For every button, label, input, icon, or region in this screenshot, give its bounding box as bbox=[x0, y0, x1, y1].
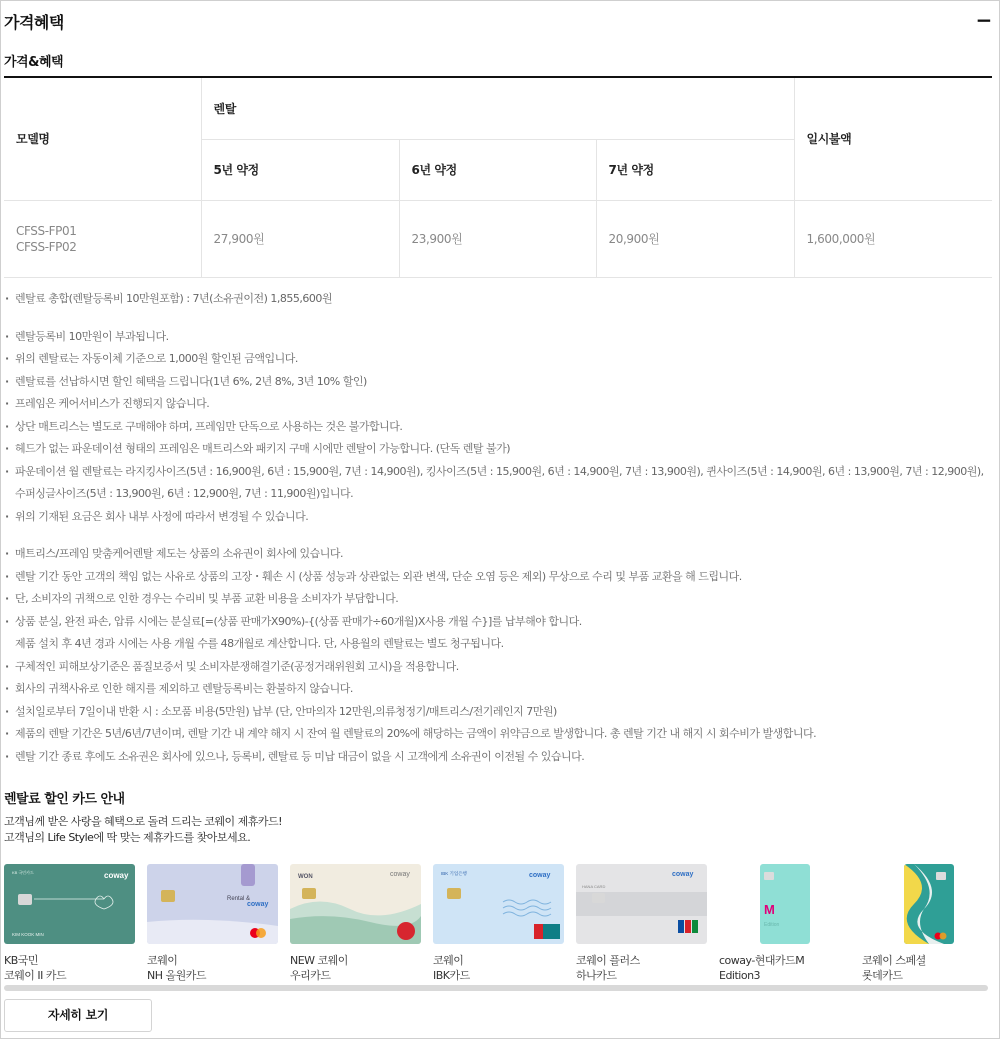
card-name-line: Edition3 bbox=[719, 969, 761, 982]
lumpsum-header: 일시불액 bbox=[794, 78, 992, 200]
note-item: · 단, 소비자의 귀책으로 인한 경우는 수리비 및 부품 교환 비용을 소비자가 부담합니다. bbox=[4, 588, 994, 611]
note-item-continued: 제품 설치 후 4년 경과 시에는 사용 개월 수를 48개월로 계산합니다. 단, 사용월의 렌탈료는 별도 청구됩니다. bbox=[15, 637, 504, 650]
card-name-line: 우리카드 bbox=[290, 969, 331, 982]
note-item: · 매트리스/프레임 맞춤케어렌탈 제도는 상품의 소유권이 회사에 있습니다. bbox=[4, 543, 994, 566]
note-item: · 설치일로부터 7일이내 반환 시 : 소모품 비용(5만원) 납부 (단, 안마의자 12만원,의류청정기/매트리스/전기레인지 7만원) bbox=[4, 701, 994, 724]
svg-text:coway: coway bbox=[247, 901, 269, 908]
card-name-line: 코웨이 II 카드 bbox=[4, 969, 67, 982]
model-name: CFSS-FP01 bbox=[16, 223, 77, 238]
description-line: 고객님의 Life Style에 딱 맞는 제휴카드를 찾아보세요. bbox=[4, 831, 251, 844]
svg-text:WON: WON bbox=[298, 874, 313, 880]
note-item: · 구체적인 피해보상기준은 품질보증서 및 소비자분쟁해결기준(공정거래위원회 고시)을 적용합니다. bbox=[4, 656, 994, 679]
svg-text:IBK 기업은행: IBK 기업은행 bbox=[441, 871, 467, 876]
term-5-header: 5년 약정 bbox=[201, 139, 399, 200]
svg-text:KIM KOOK MIN: KIM KOOK MIN bbox=[12, 932, 44, 937]
notes-list bbox=[4, 288, 994, 768]
term-7-header: 7년 약정 bbox=[596, 139, 794, 200]
sub-title: 가격&혜택 bbox=[4, 55, 64, 70]
card-image[interactable] bbox=[433, 864, 564, 944]
note-item: · 상단 매트리스는 별도로 구매해야 하며, 프레임만 단독으로 사용하는 것은 불가합니다. bbox=[4, 416, 994, 439]
card-name[interactable] bbox=[719, 953, 804, 983]
price-6-cell: 23,900원 bbox=[399, 200, 596, 277]
price-5-cell: 27,900원 bbox=[201, 200, 399, 277]
card-name-line: NH 올원카드 bbox=[147, 969, 207, 982]
view-details-button[interactable]: 자세히 보기 bbox=[4, 999, 152, 1032]
note-item: · 렌탈 기간 종료 후에도 소유권은 회사에 있으나, 등록비, 렌탈료 등 미납 대금이 없을 시 고객에게 소유권이 이전될 수 있습니다. bbox=[4, 746, 994, 769]
card-name[interactable] bbox=[576, 953, 640, 983]
svg-text:coway: coway bbox=[672, 871, 694, 878]
note-item: · 상품 분실, 완전 파손, 압류 시에는 분실료[=(상품 판매가X90%)-{(상품 판매가÷60개월)X사용 개월 수}]를 납부해야 합니다. bbox=[4, 611, 994, 634]
note-item: · 렌탈료 총합(렌탈등록비 10만원포함) : 7년(소유권이전) 1,855,600원 bbox=[4, 288, 994, 311]
card-name-line: 하나카드 bbox=[576, 969, 617, 982]
card-image[interactable] bbox=[760, 864, 810, 944]
card-name-line: NEW 코웨이 bbox=[290, 954, 348, 967]
card-section-heading: 렌탈료 할인 카드 안내 bbox=[4, 792, 125, 807]
card-name-line: 코웨이 플러스 bbox=[576, 954, 640, 967]
card-name[interactable] bbox=[290, 953, 348, 983]
price-table bbox=[4, 78, 992, 278]
card-name-line: IBK카드 bbox=[433, 969, 470, 982]
model-header: 모델명 bbox=[4, 78, 201, 200]
note-item: · 회사의 귀책사유로 인한 해지를 제외하고 렌탈등록비는 환불하지 않습니다. bbox=[4, 678, 994, 701]
card-carousel[interactable] bbox=[4, 864, 994, 984]
svg-text:M: M bbox=[764, 902, 775, 917]
card-name-line: 코웨이 bbox=[147, 954, 178, 967]
collapse-button[interactable]: − bbox=[975, 8, 993, 32]
model-name: CFSS-FP02 bbox=[16, 239, 77, 254]
lumpsum-cell: 1,600,000원 bbox=[794, 200, 992, 277]
note-item: · 렌탈 기간 동안 고객의 책임 없는 사유로 상품의 고장・훼손 시 (상품 성능과 상관없는 외관 변색, 단순 오염 등은 제외) 무상으로 수리 및 부품 교환을 해 드립니다. bbox=[4, 566, 994, 589]
card-name-line: KB국민 bbox=[4, 954, 39, 967]
svg-text:coway: coway bbox=[104, 871, 129, 880]
note-item: · 프레임은 케어서비스가 진행되지 않습니다. bbox=[4, 393, 994, 416]
note-item: · 위의 기재된 요금은 회사 내부 사정에 따라서 변경될 수 있습니다. bbox=[4, 506, 994, 529]
card-image[interactable] bbox=[4, 864, 135, 944]
note-item: · 파운데이션 월 렌탈료는 라지킹사이즈(5년 : 16,900원, 6년 : 15,900원, 7년 : 14,900원), 킹사이즈(5년 : 15,900원, 6년 : 14,900원, 7년 : 13,900원), 퀸사이즈(5년 : 14,900원, 6년 : 13,900원, 7년 : 12,900원), bbox=[4, 461, 994, 484]
svg-text:Rental &: Rental & bbox=[227, 896, 251, 902]
card-name-line: 롯데카드 bbox=[862, 969, 903, 982]
price-7-cell: 20,900원 bbox=[596, 200, 794, 277]
card-name[interactable] bbox=[433, 953, 470, 983]
rental-header: 렌탈 bbox=[201, 78, 794, 139]
note-item: · 렌탈료를 선납하시면 할인 혜택을 드립니다(1년 6%, 2년 8%, 3년 10% 할인) bbox=[4, 371, 994, 394]
svg-text:Edition: Edition bbox=[764, 922, 780, 928]
section-header bbox=[4, 10, 994, 34]
card-name[interactable] bbox=[4, 953, 66, 983]
card-image[interactable] bbox=[576, 864, 707, 944]
card-image[interactable] bbox=[904, 864, 954, 944]
svg-text:coway: coway bbox=[529, 872, 551, 879]
model-cell bbox=[4, 200, 201, 277]
card-name[interactable] bbox=[862, 953, 926, 983]
card-image[interactable] bbox=[147, 864, 278, 944]
note-item: · 위의 렌탈료는 자동이체 기준으로 1,000원 할인된 금액입니다. bbox=[4, 348, 994, 371]
card-name-line: coway-현대카드M bbox=[719, 954, 805, 967]
term-6-header: 6년 약정 bbox=[399, 139, 596, 200]
card-name-line: 코웨이 스페셜 bbox=[862, 954, 926, 967]
card-name[interactable] bbox=[147, 953, 206, 983]
svg-text:HANA CARD: HANA CARD bbox=[582, 884, 606, 889]
svg-text:KB 국민카드: KB 국민카드 bbox=[12, 870, 34, 875]
card-section-description bbox=[4, 814, 282, 846]
note-item: · 헤드가 없는 파운데이션 형태의 프레임은 매트리스와 패키지 구매 시에만 렌탈이 가능합니다. (단독 렌탈 불가) bbox=[4, 438, 994, 461]
description-line: 고객님께 받은 사랑을 혜택으로 돌려 드리는 코웨이 제휴카드! bbox=[4, 815, 283, 828]
note-item-continued: 수퍼싱글사이즈(5년 : 13,900원, 6년 : 12,900원, 7년 : 11,900원)입니다. bbox=[15, 487, 354, 500]
svg-text:coway: coway bbox=[390, 871, 410, 878]
card-name-line: 코웨이 bbox=[433, 954, 464, 967]
note-item: · 렌탈등록비 10만원이 부과됩니다. bbox=[4, 326, 994, 349]
card-image[interactable] bbox=[290, 864, 421, 944]
carousel-scrollbar[interactable] bbox=[4, 985, 988, 991]
note-item: · 제품의 렌탈 기간은 5년/6년/7년이며, 렌탈 기간 내 계약 해지 시 잔여 월 렌탈료의 20%에 해당하는 금액이 위약금으로 발생합니다. 총 렌탈 기간 내 해지 시 회수비가 발생합니다. bbox=[4, 723, 994, 746]
section-title: 가격혜택 bbox=[4, 13, 64, 32]
